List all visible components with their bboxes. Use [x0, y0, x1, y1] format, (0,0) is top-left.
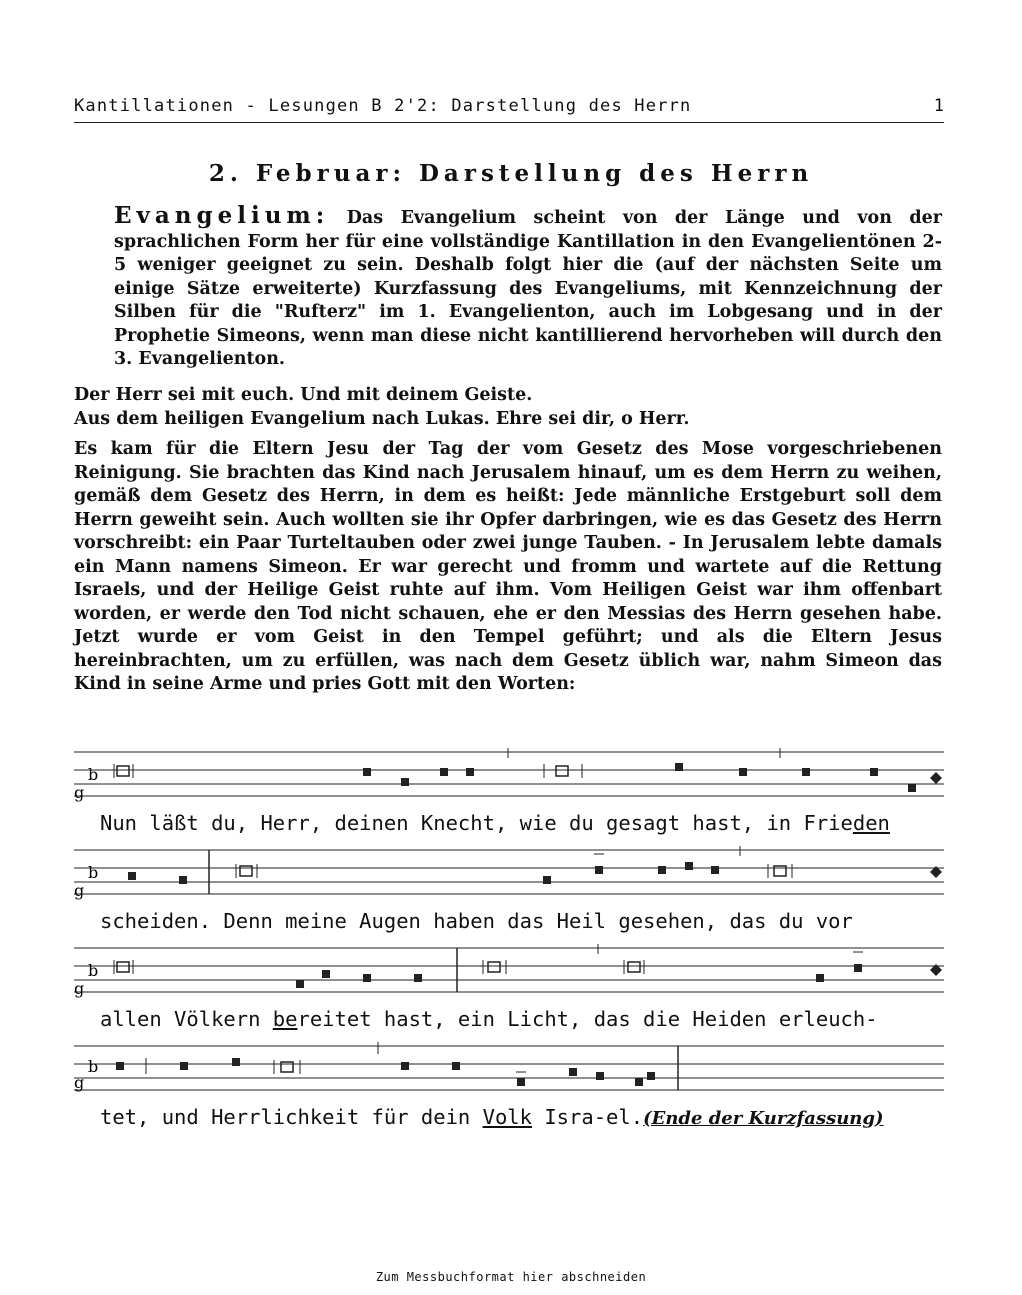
flat-sign: b: [88, 961, 99, 980]
lyric-line-2: [100, 909, 944, 933]
greeting: [74, 384, 942, 431]
intro-paragraph: [114, 204, 942, 372]
lyric-line-3: [100, 1007, 944, 1031]
lyric-line-4: [100, 1105, 944, 1129]
lyric-line-1: [100, 811, 944, 835]
lyric-3-underlined: be: [272, 1007, 298, 1031]
lyric-1-underlined: den: [852, 811, 890, 835]
chant-staff-1: [74, 748, 944, 808]
cut-line-note: Zum Messbuchformat hier abschneiden: [375, 1270, 647, 1284]
chant-staff-2: [74, 846, 944, 906]
staff-notation-3: [74, 944, 944, 1004]
staff-notation-4: [74, 1042, 944, 1102]
flat-sign: b: [88, 1057, 99, 1076]
lyric-4-underlined: Volk: [482, 1105, 532, 1129]
end-note: (Ende der Kurzfassung): [643, 1108, 884, 1129]
lyric-1-text: Nun läßt du, Herr, deinen Knecht, wie du gesagt hast, in Frie: [100, 811, 853, 835]
g-clef-label: g: [74, 979, 85, 998]
greeting-line-1: Der Herr sei mit euch. Und mit deinem Geiste.: [74, 385, 533, 405]
gospel-text: Es kam für die Eltern Jesu der Tag der vom Gesetz des Mose vorgeschriebenen Reinigung. Sie brachten das Kind nach Jerusalem hinauf, um es dem Herrn zu weihen, gemäß dem Gesetz des Herrn, in dem es heißt: Jede männliche Erstgeburt soll dem Herrn geweiht sein. Auch wollten sie ihr Opfer darbringen, wie es das Gesetz des Herrn vorschreibt: ein Paar Turteltauben oder zwei junge Tauben. - In Jerusalem lebte damals ein Mann namens Simeon. Er war gerecht und fromm und wartete auf die Rettung Israels, und der Heilige Geist ruhte auf ihm. Vom Heiligen Geist war ihm offenbart worden, er werde den Tod nicht schauen, ehe er den Messias des Herrn gesehen habe. Jetzt wurde er vom Geist in den Tempel geführt; und als die Eltern Jesus hereinbrachten, um zu erfüllen, was nach dem Gesetz üblich war, nahm Simeon das Kind in seine Arme und pries Gott mit den Worten:: [74, 439, 942, 694]
page-title: 2. Februar: Darstellung des Herrn: [208, 160, 814, 187]
greeting-line-2: Aus dem heiligen Evangelium nach Lukas. Ehre sei dir, o Herr.: [74, 408, 690, 429]
page-number: 1: [933, 96, 944, 116]
chant-staff-3: [74, 944, 944, 1004]
lyric-2-text: scheiden. Denn meine Augen haben das Heil gesehen, das du vor: [100, 909, 853, 933]
intro-text: Das Evangelium scheint von der Länge und von der sprachlichen Form her für eine vollständige Kantillation in den Evangelientönen 2-5 weniger geeignet zu sein. Deshalb folgt hier die (auf der nächsten Seite um einige Sätze erweiterte) Kurzfassung des Evangeliums, mit Kennzeichnung der Silben für die "Rufterz" im 1. Evangelienton, auch im Lobgesang und in der Prophetie Simeons, wenn man diese nicht kantillierend hervorheben will durch den 3. Evangelienton.: [114, 208, 942, 369]
lyric-3-text-a: allen Völkern: [100, 1007, 273, 1031]
page-header: [74, 96, 944, 123]
lyric-4-text-b: Isra-el.: [531, 1105, 644, 1129]
header-title: Kantillationen - Lesungen B 2'2: Darstellung des Herrn: [74, 96, 692, 116]
g-clef-label: g: [74, 783, 85, 802]
flat-sign: b: [88, 765, 99, 784]
g-clef-label: g: [74, 1073, 85, 1092]
lyric-4-text-a: tet, und Herrlichkeit für dein: [100, 1105, 483, 1129]
lyric-3-text-b: reitet hast, ein Licht, das die Heiden erleuch-: [297, 1007, 878, 1031]
g-clef-label: g: [74, 881, 85, 900]
staff-notation-1: [74, 748, 944, 808]
chant-staff-4: [74, 1042, 944, 1102]
staff-notation-2: [74, 846, 944, 906]
flat-sign: b: [88, 863, 99, 882]
intro-label: Evangelium:: [114, 202, 330, 229]
